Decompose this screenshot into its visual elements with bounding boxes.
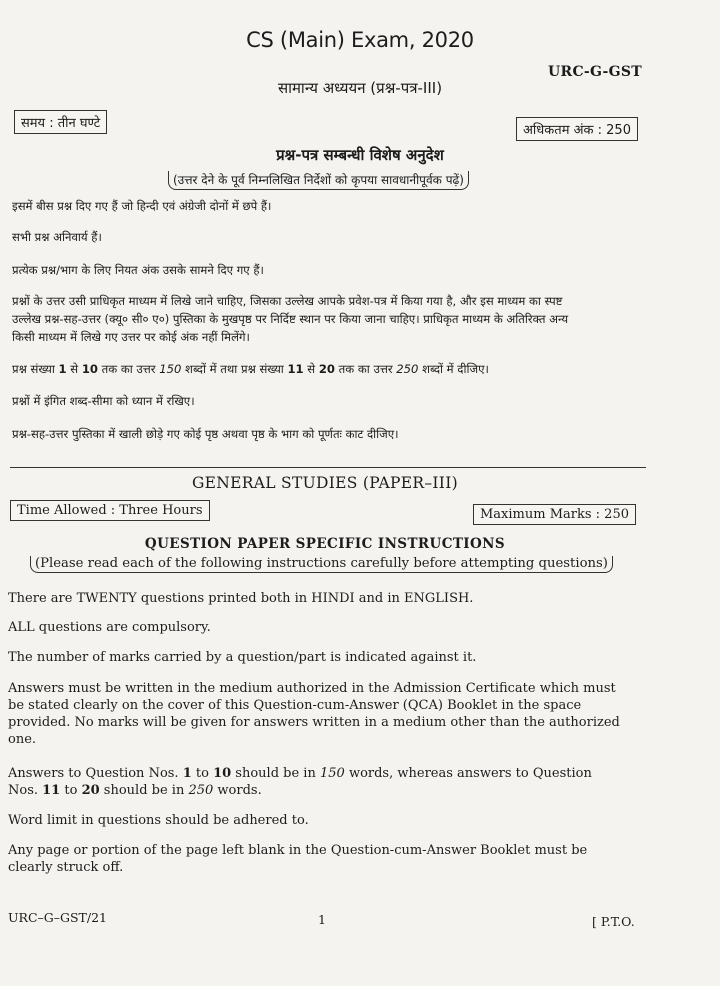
question-number: 11 — [42, 783, 61, 798]
instruction-5-line-1 — [8, 765, 648, 783]
text-span: से — [66, 362, 82, 376]
text-span: Answers to Question Nos. — [8, 766, 183, 781]
hindi-instruction-3: प्रत्येक प्रश्न/भाग के लिए नियत अंक उसके सामने दिए गए हैं। — [12, 263, 264, 277]
paper-title: GENERAL STUDIES (PAPER–III) — [191, 474, 458, 492]
hindi-marks-box: अधिकतम अंक : 250 — [516, 117, 638, 141]
text-span: शब्दों में दीजिए। — [418, 362, 489, 376]
instructions-subheading: (Please read each of the following instructions carefully before attempting questions) — [30, 556, 613, 573]
question-number: 1 — [182, 766, 192, 781]
hindi-instruction-2: सभी प्रश्न अनिवार्य हैं। — [12, 230, 102, 244]
hindi-instruction-4-line-1: प्रश्नों के उत्तर उसी प्राधिकृत माध्यम में लिखे जाने चाहिए, जिसका उल्लेख आपके प्रवेश-पत्र में किया गया है, और इस माध्यम का स्पष्ट — [12, 294, 563, 308]
text-span: should be in — [99, 783, 189, 798]
section-divider — [10, 467, 646, 468]
time-allowed-box: Time Allowed : Three Hours — [10, 500, 210, 521]
hindi-instructions-subheading: (उत्तर देने के पूर्व निम्नलिखित निर्देशों को कृपया सावधानीपूर्वक पढ़ें) — [168, 171, 469, 190]
hindi-time-box: समय : तीन घण्टे — [14, 110, 107, 134]
text-span: should be in — [231, 766, 320, 781]
question-number: 1 — [58, 362, 67, 376]
instruction-3: The number of marks carried by a question/part is indicated against it. — [8, 650, 477, 665]
exam-title: CS (Main) Exam, 2020 — [246, 28, 474, 52]
word-limit: 250 — [188, 783, 214, 798]
text-span: words, whereas answers to Question — [344, 766, 592, 781]
instruction-4-line-2: be stated clearly on the cover of this Question-cum-Answer (QCA) Booklet in the space — [8, 698, 582, 713]
text-span: to — [191, 766, 214, 781]
text-span: से — [303, 362, 319, 376]
text-span: Nos. — [8, 783, 43, 798]
hindi-instruction-7: प्रश्न-सह-उत्तर पुस्तिका में खाली छोड़े गए कोई पृष्ठ अथवा पृष्ठ के भाग को पूर्णतः काट दीजिए। — [12, 427, 399, 441]
instruction-4-line-1: Answers must be written in the medium authorized in the Admission Certificate which must — [8, 681, 616, 696]
question-number: 10 — [213, 766, 232, 781]
text-span: तक का उत्तर — [97, 362, 160, 376]
word-limit: 250 — [396, 362, 419, 376]
question-number: 10 — [81, 362, 98, 376]
instruction-4-line-4: one. — [8, 732, 37, 747]
instruction-1: There are TWENTY questions printed both in HINDI and in ENGLISH. — [8, 591, 474, 606]
instruction-7-line-2: clearly struck off. — [8, 860, 124, 875]
hindi-instruction-4-line-3: किसी माध्यम में लिखे गए उत्तर पर कोई अंक नहीं मिलेंगे। — [12, 330, 250, 344]
maximum-marks-box: Maximum Marks : 250 — [473, 504, 636, 525]
hindi-instruction-1: इसमें बीस प्रश्न दिए गए हैं जो हिन्दी एवं अंग्रेजी दोनों में छपे हैं। — [12, 199, 272, 213]
instruction-6: Word limit in questions should be adhered to. — [8, 813, 309, 828]
text-span: प्रश्न संख्या — [12, 362, 59, 376]
hindi-instruction-6: प्रश्नों में इंगित शब्द-सीमा को ध्यान में रखिए। — [12, 394, 195, 408]
footer-paper-code: URC–G–GST/21 — [8, 910, 107, 925]
pto-note: [ P.T.O. — [592, 914, 635, 929]
hindi-subtitle: सामान्य अध्ययन (प्रश्न-पत्र-III) — [277, 79, 443, 97]
hindi-instruction-4-line-2: उल्लेख प्रश्न-सह-उत्तर (क्यू० सी० ए०) पुस्तिका के मुखपृष्ठ पर निर्दिष्ट स्थान पर किया जाना चाहिए। प्राधिकृत माध्यम के अतिरिक्त अन्य — [12, 312, 569, 326]
hindi-instruction-5 — [12, 360, 652, 378]
paper-code: URC-G-GST — [548, 64, 643, 80]
text-span: तक का उत्तर — [334, 362, 397, 376]
question-number: 20 — [81, 783, 100, 798]
text-span: to — [60, 783, 82, 798]
instruction-5-line-2 — [8, 782, 648, 800]
page-number: 1 — [318, 912, 326, 927]
word-limit: 150 — [319, 766, 345, 781]
instruction-7-line-1: Any page or portion of the page left blank in the Question-cum-Answer Booklet must be — [8, 843, 588, 858]
question-number: 20 — [318, 362, 335, 376]
hindi-instructions-heading: प्रश्न-पत्र सम्बन्धी विशेष अनुदेश — [276, 146, 444, 164]
word-limit: 150 — [159, 362, 182, 376]
instruction-2: ALL questions are compulsory. — [8, 620, 211, 635]
text-span: words. — [213, 783, 262, 798]
instruction-4-line-3: provided. No marks will be given for answers written in a medium other than the authorized — [8, 715, 620, 730]
text-span: शब्दों में तथा प्रश्न संख्या — [181, 362, 288, 376]
instructions-heading: QUESTION PAPER SPECIFIC INSTRUCTIONS — [144, 536, 506, 552]
question-number: 11 — [287, 362, 304, 376]
